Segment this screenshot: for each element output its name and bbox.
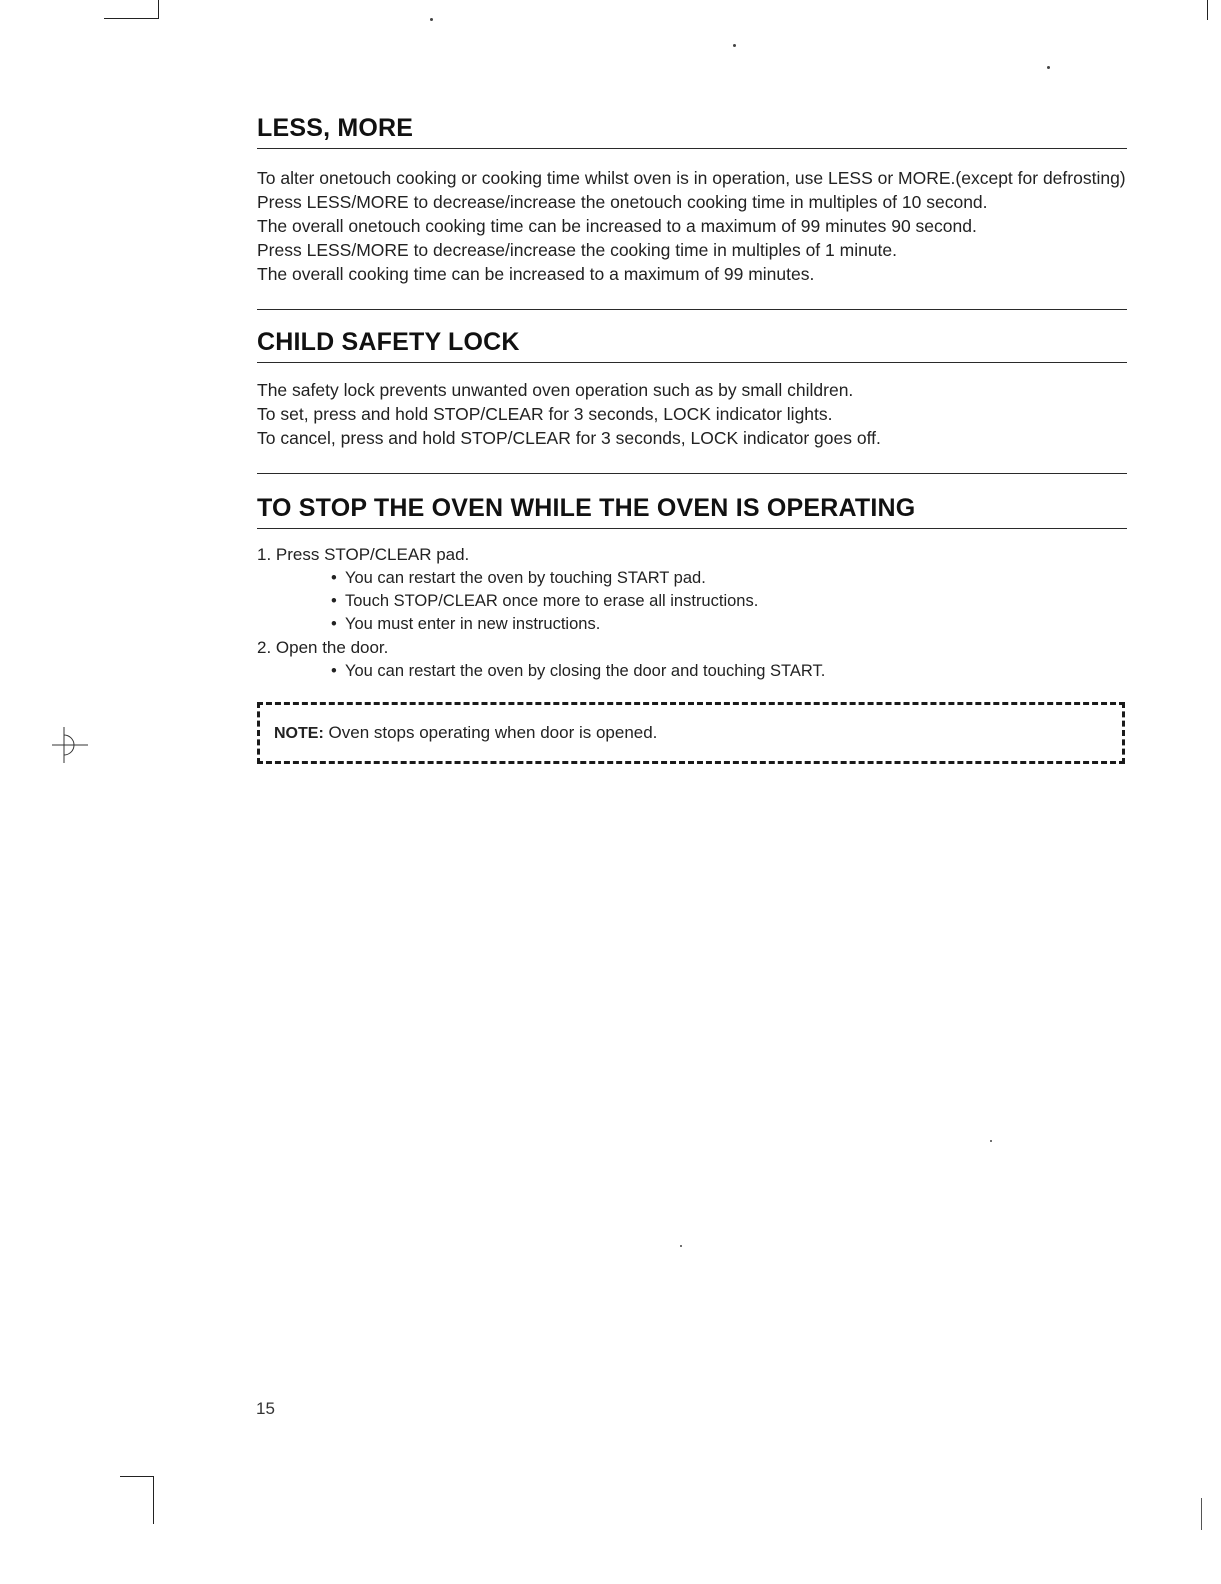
section-body (257, 166, 1127, 286)
crop-mark-bottom-right (1201, 1498, 1202, 1530)
paragraph: To alter onetouch cooking or cooking time whilst oven is in operation, use LESS or MORE.(except for defrosting) Press LESS/MORE to decrease/increase the onetouch cooking time in multiples of 10 second. (257, 168, 1126, 212)
bullet-item (257, 590, 1127, 613)
section-child-safety-lock (257, 309, 1127, 450)
bullet-text: Touch STOP/CLEAR once more to erase all instructions. (345, 592, 759, 610)
bullet-text: You can restart the oven by closing the door and touching START. (345, 662, 826, 680)
bullet-glyph: • (331, 662, 337, 680)
paragraph: The safety lock prevents unwanted oven operation such as by small children. (257, 380, 854, 400)
note-text: Oven stops operating when door is opened. (328, 723, 658, 742)
section-heading: TO STOP THE OVEN WHILE THE OVEN IS OPERATING (257, 494, 916, 522)
bullet-glyph: • (331, 569, 337, 587)
paragraph: The overall onetouch cooking time can be increased to a maximum of 99 minutes 90 second. (257, 216, 977, 236)
section-heading: LESS, MORE (257, 114, 414, 142)
step-item: 1. Press STOP/CLEAR pad. (257, 545, 470, 564)
note-content (274, 721, 657, 746)
scan-speck (430, 18, 433, 21)
bullet-item (257, 660, 1127, 683)
crop-mark-top-left-vertical (158, 0, 159, 19)
bullet-item (257, 613, 1127, 636)
page-content (257, 112, 1127, 764)
section-heading: CHILD SAFETY LOCK (257, 328, 520, 356)
bullet-item (257, 567, 1127, 590)
bullet-text: You can restart the oven by touching START pad. (345, 569, 706, 587)
section-stop-oven (257, 473, 1127, 683)
scan-speck (733, 44, 736, 47)
paragraph: Press LESS/MORE to decrease/increase the cooking time in multiples of 1 minute. (257, 240, 898, 260)
bullet-glyph: • (331, 615, 337, 633)
section-body (257, 543, 1127, 683)
scan-speck (990, 1140, 992, 1142)
registration-mark-icon (52, 727, 88, 763)
section-less-more (257, 112, 1127, 286)
scan-speck (680, 1245, 682, 1247)
bullet-glyph: • (331, 592, 337, 610)
paragraph: To set, press and hold STOP/CLEAR for 3 seconds, LOCK indicator lights. (257, 404, 833, 424)
bullet-text: You must enter in new instructions. (345, 615, 601, 633)
note-label: NOTE: (274, 725, 324, 742)
paragraph: The overall cooking time can be increased to a maximum of 99 minutes. (257, 264, 815, 284)
step-item: 2. Open the door. (257, 638, 389, 657)
crop-mark-bottom-left-vertical (153, 1476, 154, 1524)
heading-rule (257, 362, 1127, 363)
heading-rule (257, 528, 1127, 529)
crop-mark-bottom-left-horizontal (120, 1476, 154, 1477)
section-divider (257, 473, 1127, 474)
heading-rule (257, 148, 1127, 149)
note-box (257, 702, 1125, 764)
section-body (257, 378, 1127, 450)
crop-mark-top-right (1207, 0, 1208, 20)
scan-speck (1047, 66, 1050, 69)
section-divider (257, 309, 1127, 310)
paragraph: To cancel, press and hold STOP/CLEAR for 3 seconds, LOCK indicator goes off. (257, 428, 881, 448)
page-number: 15 (256, 1399, 275, 1418)
crop-mark-top-left-horizontal (104, 18, 158, 19)
